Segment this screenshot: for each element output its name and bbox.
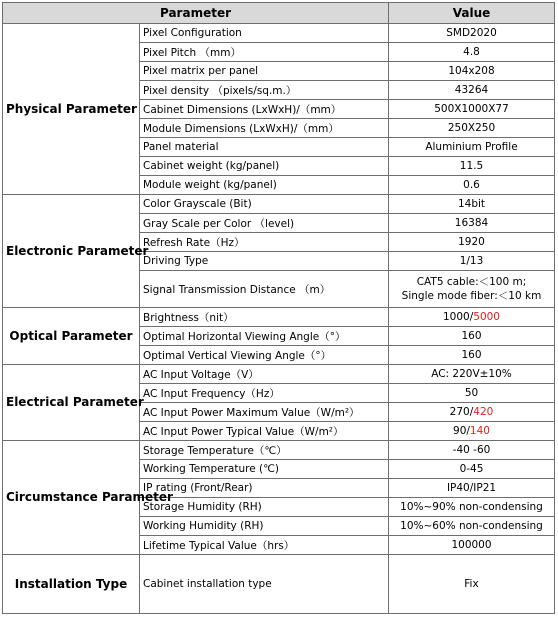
value-cell <box>389 271 555 308</box>
param-cell: Working Humidity (RH) <box>140 517 389 536</box>
value-cell: 500X1000X77 <box>389 100 555 119</box>
group-circumstance: Circumstance Parameter <box>3 441 140 555</box>
value-cell: 50 <box>389 384 555 403</box>
value-highlight: 420 <box>473 406 494 418</box>
param-cell: Cabinet weight (kg/panel) <box>140 157 389 176</box>
value-highlight: 5000 <box>473 311 500 323</box>
value-cell: 10%~60% non-condensing <box>389 517 555 536</box>
value-cell <box>389 422 555 441</box>
value-cell: 1920 <box>389 233 555 252</box>
param-cell: AC Input Power Maximum Value（W/m²） <box>140 403 389 422</box>
value-cell: -40 -60 <box>389 441 555 460</box>
table-header-row <box>3 3 555 24</box>
group-installation: Installation Type <box>3 555 140 614</box>
value-cell: IP40/IP21 <box>389 479 555 498</box>
table-row <box>3 365 555 384</box>
param-cell: Module Dimensions (LxWxH)/（mm） <box>140 119 389 138</box>
param-cell: Cabinet Dimensions (LxWxH)/（mm） <box>140 100 389 119</box>
spec-table <box>2 2 555 614</box>
param-cell: Pixel Pitch （mm） <box>140 43 389 62</box>
param-cell: Storage Humidity (RH) <box>140 498 389 517</box>
param-cell: Pixel density （pixels/sq.m.） <box>140 81 389 100</box>
value-cell: 100000 <box>389 536 555 555</box>
value-cell: 4.8 <box>389 43 555 62</box>
value-part: 90/ <box>453 425 470 437</box>
table-row <box>3 308 555 327</box>
param-cell: IP rating (Front/Rear) <box>140 479 389 498</box>
value-cell: 11.5 <box>389 157 555 176</box>
param-cell: Signal Transmission Distance （m） <box>140 271 389 308</box>
param-cell: Pixel matrix per panel <box>140 62 389 81</box>
param-cell: Storage Temperature（℃） <box>140 441 389 460</box>
value-cell: 1/13 <box>389 252 555 271</box>
value-cell: 0.6 <box>389 176 555 195</box>
param-cell: Module weight (kg/panel) <box>140 176 389 195</box>
param-cell: Optimal Vertical Viewing Angle（°） <box>140 346 389 365</box>
param-cell: Color Grayscale (Bit) <box>140 195 389 214</box>
param-cell: Optimal Horizontal Viewing Angle（°） <box>140 327 389 346</box>
table-row <box>3 441 555 460</box>
param-cell: AC Input Voltage（V） <box>140 365 389 384</box>
param-cell: Cabinet installation type <box>140 555 389 614</box>
value-cell: 160 <box>389 327 555 346</box>
value-cell: SMD2020 <box>389 24 555 43</box>
value-cell: 10%~90% non-condensing <box>389 498 555 517</box>
value-cell: 104x208 <box>389 62 555 81</box>
group-optical: Optical Parameter <box>3 308 140 365</box>
group-physical: Physical Parameter <box>3 24 140 195</box>
value-cell <box>389 403 555 422</box>
value-cell: Fix <box>389 555 555 614</box>
value-cell: 16384 <box>389 214 555 233</box>
param-cell: Working Temperature (℃) <box>140 460 389 479</box>
value-part: 270/ <box>449 406 474 418</box>
value-part: 1000/ <box>443 311 474 323</box>
value-cell: 0-45 <box>389 460 555 479</box>
group-electronic: Electronic Parameter <box>3 195 140 308</box>
value-cell <box>389 308 555 327</box>
param-cell: Gray Scale per Color （level) <box>140 214 389 233</box>
table-row <box>3 195 555 214</box>
param-cell: Brightness（nit） <box>140 308 389 327</box>
value-header: Value <box>389 3 555 24</box>
param-cell: AC Input Frequency（Hz） <box>140 384 389 403</box>
param-cell: Panel material <box>140 138 389 157</box>
param-cell: AC Input Power Typical Value（W/m²） <box>140 422 389 441</box>
value-cell: 250X250 <box>389 119 555 138</box>
value-cell: Aluminium Profile <box>389 138 555 157</box>
param-cell: Driving Type <box>140 252 389 271</box>
value-highlight: 140 <box>469 425 490 437</box>
table-row <box>3 24 555 43</box>
value-cell: 43264 <box>389 81 555 100</box>
group-electrical: Electrical Parameter <box>3 365 140 441</box>
value-line: CAT5 cable:＜100 m; <box>416 276 527 288</box>
value-line: Single mode fiber:＜10 km <box>401 290 542 302</box>
value-cell: 14bit <box>389 195 555 214</box>
value-cell: AC: 220V±10% <box>389 365 555 384</box>
parameter-header: Parameter <box>3 3 389 24</box>
table-row <box>3 555 555 614</box>
value-cell: 160 <box>389 346 555 365</box>
param-cell: Pixel Configuration <box>140 24 389 43</box>
param-cell: Refresh Rate（Hz） <box>140 233 389 252</box>
param-cell: Lifetime Typical Value（hrs） <box>140 536 389 555</box>
